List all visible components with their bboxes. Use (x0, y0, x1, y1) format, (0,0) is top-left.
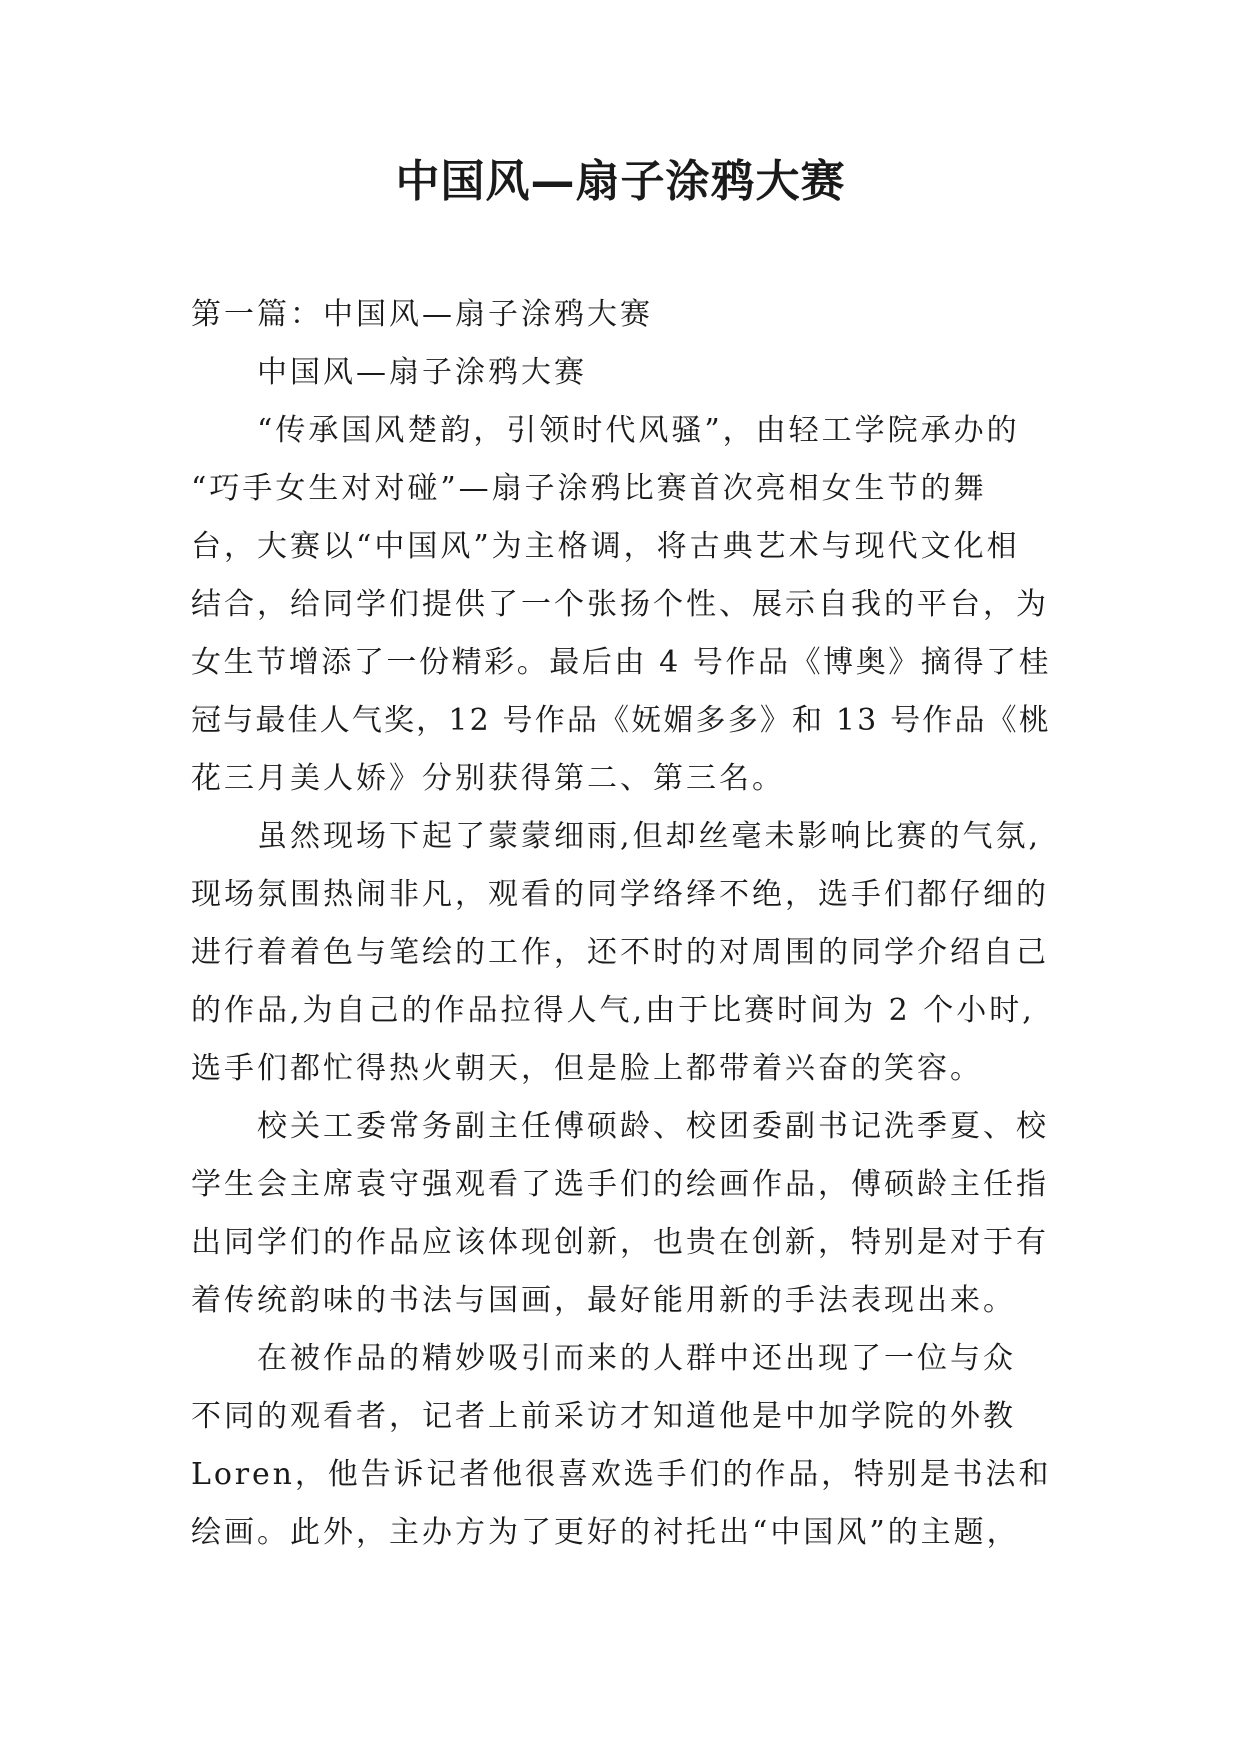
text-line: 花三月美人娇》分别获得第二、第三名。 (191, 761, 785, 796)
text-line: 女生节增添了一份精彩。最后由 4 号作品《博奥》摘得了桂 (191, 645, 1052, 680)
text-line: 选手们都忙得热火朝天，但是脸上都带着兴奋的笑容。 (191, 1051, 983, 1086)
text-line: 现场氛围热闹非凡，观看的同学络绎不绝，选手们都仔细的 (191, 877, 1049, 912)
text-line: 绘画。此外，主办方为了更好的衬托出“中国风”的主题， (191, 1515, 1020, 1550)
text-line: 进行着着色与笔绘的工作，还不时的对周围的同学介绍自己 (191, 935, 1049, 970)
text-line: 虽然现场下起了蒙蒙细雨,但却丝毫未影响比赛的气氛, (257, 819, 1042, 854)
text-line: “传承国风楚韵，引领时代风骚”，由轻工学院承办的 (257, 413, 1020, 448)
text-line: 出同学们的作品应该体现创新，也贵在创新，特别是对于有 (191, 1225, 1049, 1260)
text-line: Loren，他告诉记者他很喜欢选手们的作品，特别是书法和 (191, 1457, 1052, 1492)
text-line: “巧手女生对对碰”—扇子涂鸦比赛首次亮相女生节的舞 (191, 471, 987, 506)
text-line: 着传统韵味的书法与国画，最好能用新的手法表现出来。 (191, 1283, 1016, 1318)
text-line: 的作品,为自己的作品拉得人气,由于比赛时间为 2 个小时, (191, 993, 1035, 1028)
text-line: 校关工委常务副主任傅硕龄、校团委副书记洗季夏、校 (257, 1109, 1049, 1144)
document-body (191, 286, 1051, 1562)
text-line: 台，大赛以“中国风”为主格调，将古典艺术与现代文化相 (191, 529, 1020, 564)
text-line: 第一篇：中国风—扇子涂鸦大赛 (191, 297, 653, 332)
text-line: 不同的观看者，记者上前采访才知道他是中加学院的外教 (191, 1399, 1016, 1434)
text-line: 中国风—扇子涂鸦大赛 (257, 355, 587, 390)
text-line: 冠与最佳人气奖，12 号作品《妩媚多多》和 13 号作品《桃 (191, 703, 1051, 738)
text-line: 学生会主席袁守强观看了选手们的绘画作品，傅硕龄主任指 (191, 1167, 1049, 1202)
text-line: 结合，给同学们提供了一个张扬个性、展示自我的平台，为 (191, 587, 1049, 622)
document-title: 中国风—扇子涂鸦大赛 (395, 156, 846, 207)
text-line: 在被作品的精妙吸引而来的人群中还出现了一位与众 (257, 1341, 1016, 1376)
